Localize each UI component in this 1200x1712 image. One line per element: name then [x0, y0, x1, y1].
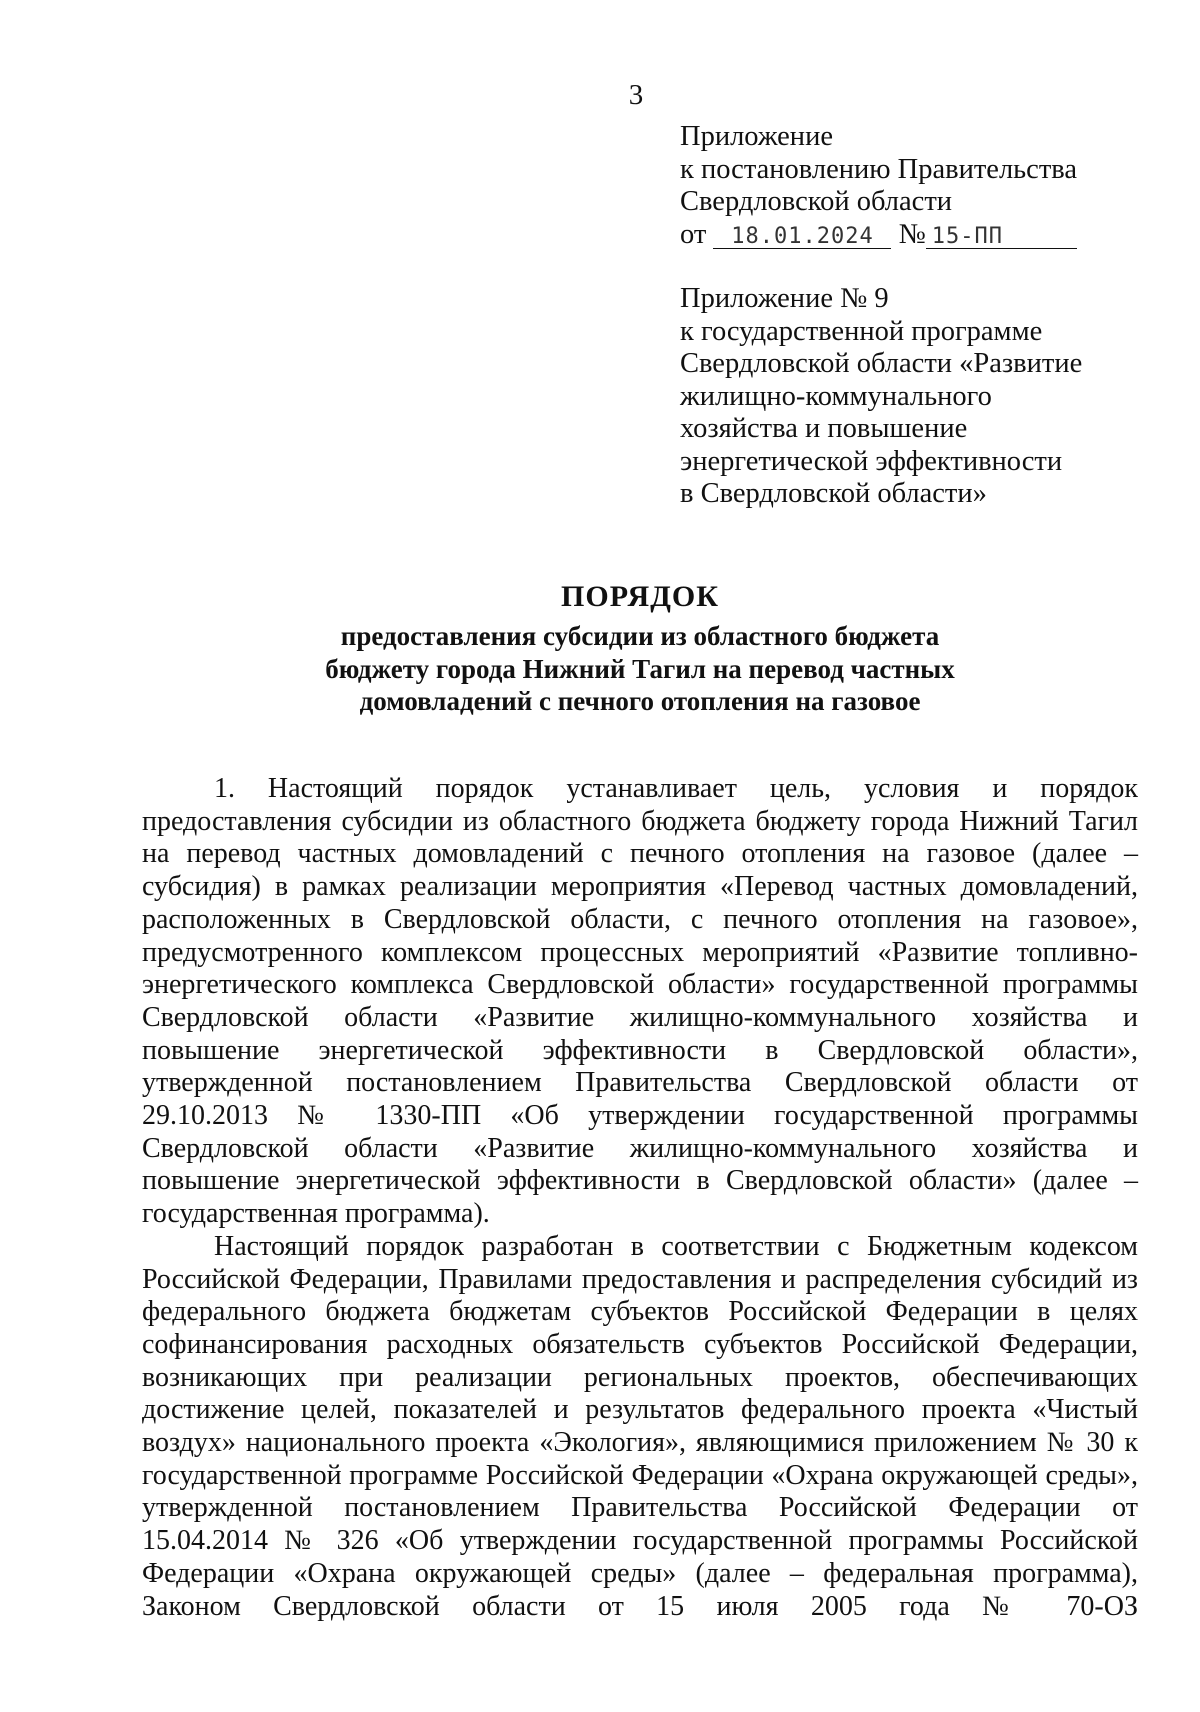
document-subtitle-line: домовладений с печного отопления на газовое [359, 686, 921, 716]
body-paragraph-2: Настоящий порядок разработан в соответствии с Бюджетным кодексом Российской Федерации, Правилами предоставления и распределения субсидий из федерального бюджета бюджетам субъектов Российской Федерации в целях софинансирования расходных обязательств субъектов Российской Федерации, возникающих при реализации региональных проектов, обеспечивающих достижение целей, показателей и результатов федерального проекта «Чистый воздух» национального проекта «Экология», являющимися приложением № 30 к государственной программе Российской Федерации «Охрана окружающей среды», утвержденной постановлением Правительства Российской Федерации от 15.04.2014 № 326 «Об утверждении государственной программы Российской Федерации «Охрана окружающей среды» (далее – федеральная программа), Законом Свердловской области от 15 июля 2005 года № 70-ОЗ [142, 1230, 1138, 1622]
number-prefix: № [898, 218, 926, 250]
appendix-program-line: Свердловской области «Развитие [680, 348, 1083, 379]
appendix-program-line: к государственной программе [680, 315, 1043, 347]
appendix-date-number-line [680, 219, 1120, 252]
appendix-program-line: энергетической эффективности [680, 445, 1063, 477]
appendix-program-block [680, 283, 1120, 511]
document-subtitle-line: бюджету города Нижний Тагил на перевод частных [325, 653, 955, 684]
document-subtitle-line: предоставления субсидии из областного бюджета [340, 621, 940, 651]
appendix-program-line: в Свердловской области» [680, 478, 987, 509]
document-title: ПОРЯДОК [561, 580, 719, 613]
appendix-resolution-block [680, 121, 1120, 251]
document-title-block [130, 577, 1150, 718]
appendix-region: Свердловской области [680, 186, 953, 217]
page-number: 3 [628, 79, 644, 111]
date-prefix: от [680, 218, 707, 250]
resolution-number: 15-ПП [926, 226, 1077, 249]
appendix-program-label: Приложение № 9 [680, 283, 889, 314]
resolution-date: 18.01.2024 [713, 226, 891, 249]
appendix-program-line: хозяйства и повышение [680, 413, 968, 444]
appendix-resolution-reference: к постановлению Правительства [680, 153, 1078, 185]
document-body [142, 773, 1138, 1623]
body-paragraph-1: 1. Настоящий порядок устанавливает цель, условия и порядок предоставления субсидии из областного бюджета бюджету города Нижний Тагил на перевод частных домовладений с печного отопления на газовое (далее – субсидия) в рамках реализации мероприятия «Перевод частных домовладений, расположенных в Свердловской области, с печного отопления на газовое», предусмотренного комплексом процессных мероприятий «Развитие топливно-энергетического комплекса Свердловской области» государственной программы Свердловской области «Развитие жилищно-коммунального хозяйства и повышение энергетической эффективности в Свердловской области», утвержденной постановлением Правительства Свердловской области от 29.10.2013 № 1330-ПП «Об утверждении государственной программы Свердловской области «Развитие жилищно-коммунального хозяйства и повышение энергетической эффективности в Свердловской области» (далее – государственная программа). [142, 773, 1138, 1230]
appendix-program-line: жилищно-коммунального [680, 380, 992, 412]
appendix-label: Приложение [680, 121, 833, 152]
